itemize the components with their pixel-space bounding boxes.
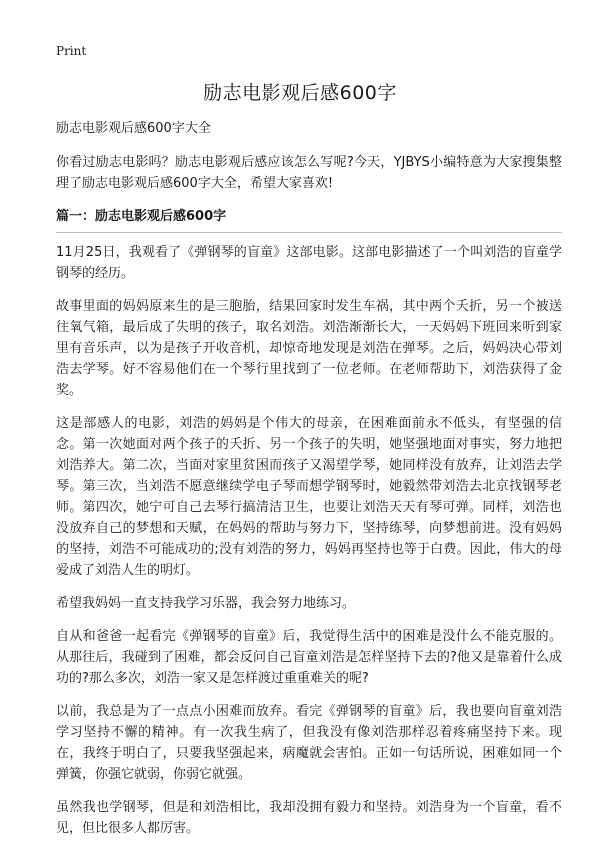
intro-paragraph: 你看过励志电影吗？励志电影观后感应该怎么写呢?今天，YJBYS小编特意为大家搜集整理了励志电影观后感600字大全，希望大家喜欢! (56, 155, 562, 191)
article-subtitle: 励志电影观后感600字大全 (56, 121, 211, 136)
section-divider (56, 232, 562, 233)
section-heading: 篇一：励志电影观后感600字 (56, 209, 227, 224)
page-title: 励志电影观后感600字 (203, 82, 397, 104)
article-paragraph: 虽然我也学钢琴，但是和刘浩相比，我却没拥有毅力和坚持。刘浩身为一个盲童，看不见，但比很多人都厉害。 (56, 800, 562, 836)
article-paragraph: 希望我妈妈一直支持我学习乐器，我会努力地练习。 (56, 596, 356, 611)
article-paragraph: 11月25日，我观看了《弹钢琴的盲童》这部电影。这部电影描述了一个叫刘浩的盲童学钢琴的经历。 (56, 245, 562, 281)
print-link[interactable]: Print (56, 44, 87, 58)
article-body (56, 118, 562, 851)
article-paragraph: 这是部感人的电影，刘浩的妈妈是个伟大的母亲，在困难面前永不低头，有坚强的信念。第一次她面对两个孩子的夭折、另一个孩子的失明，她坚强地面对事实，努力地把刘浩养大。第二次，当面对家里贫困而孩子又渴望学琴，她同样没有放弃，让刘浩去学琴。第三次，当刘浩不愿意继续学电子琴而想学钢琴时，她毅然带刘浩去北京找钢琴老师。第四次，她宁可自己去琴行搞清洁卫生，也要让刘浩天天有琴可弹。同样，刘浩也没放弃自己的梦想和天赋，在妈妈的帮助与努力下，坚持练琴，向梦想前进。没有妈妈的坚持，刘浩不可能成功的;没有刘浩的努力，妈妈再坚持也等于白费。因此，伟大的母爱成了刘浩人生的明灯。 (56, 416, 562, 578)
article-paragraph: 故事里面的妈妈原来生的是三胞胎，结果回家时发生车祸，其中两个夭折，另一个被送往氧气箱，最后成了失明的孩子，取名刘浩。刘浩渐渐长大，一天妈妈下班回来听到家里有音乐声，以为是孩子开收音机，却惊奇地发现是刘浩在弹琴。之后，妈妈决心带刘浩去学琴。好不容易他们在一个琴行里找到了一位老师。在老师帮助下，刘浩获得了金奖。 (56, 299, 562, 398)
article-paragraph: 自从和爸爸一起看完《弹钢琴的盲童》后，我觉得生活中的困难是没什么不能克服的。从那往后，我碰到了困难，都会反问自己盲童刘浩是怎样坚持下去的?他又是靠着什么成功的?那么多次，刘浩一家又是怎样渡过重重难关的呢? (56, 629, 562, 686)
article-paragraph: 以前，我总是为了一点点小困难而放弃。看完《弹钢琴的盲童》后，我也要向盲童刘浩学习坚持不懈的精神。有一次我生病了，但我没有像刘浩那样忍着疼痛坚持下来。现在，我终于明白了，只要我坚强起来，病魔就会害怕。正如一句话所说，困难如同一个弹簧，你强它就弱，你弱它就强。 (56, 704, 562, 782)
